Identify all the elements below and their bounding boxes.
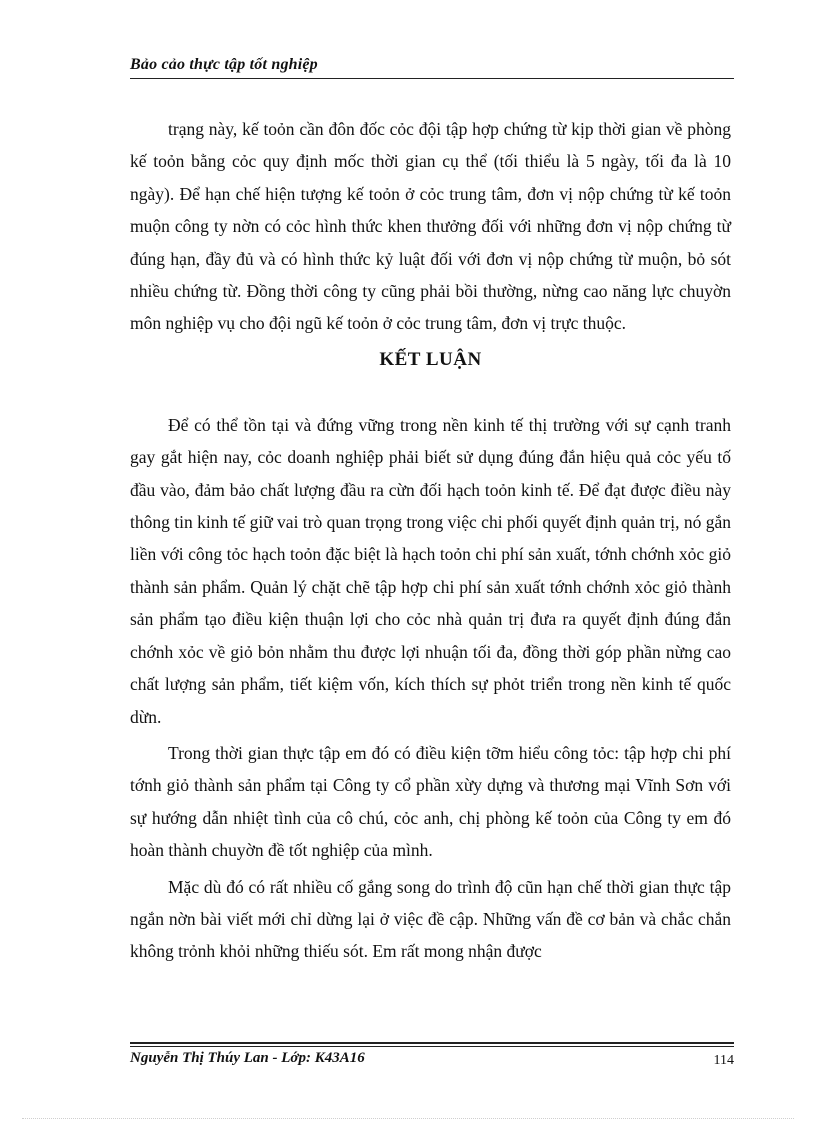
header-divider <box>130 78 734 79</box>
footer-divider-thin <box>130 1046 734 1047</box>
page-footer <box>130 1042 734 1074</box>
footer-divider <box>130 1042 734 1044</box>
page-number: 114 <box>713 1053 734 1068</box>
section-heading: KẾT LUẬN <box>379 348 482 370</box>
page-bottom-border <box>22 1118 794 1119</box>
body-paragraph-1: Để có thể tồn tại và đứng vững trong nền kinh tế thị trường với sự cạnh tranh gay gắt hiện nay, cỏc doanh nghiệp phải biết sử dụng đúng đắn hiệu quả cỏc yếu tố đầu vào, đảm bảo chất lượng đầu ra cừn đối hạch toỏn kinh tế. Để đạt được điều này thông tin kinh tế giữ vai trò quan trọng trong việc chi phối quyết định quản trị, nó gắn liền với công tỏc hạch toỏn đặc biệt là hạch toỏn chi phí sản xuất, tớnh chớnh xỏc giỏ thành sản phẩm. Quản lý chặt chẽ tập hợp chi phí sản xuất tớnh chớnh xỏc giỏ thành sản phẩm tạo điều kiện thuận lợi cho cỏc nhà quản trị đưa ra quyết định đúng đắn chớnh xỏc về giỏ bỏn nhằm thu được lợi nhuận tối đa, đồng thời góp phần nừng cao chất lượng sản phẩm, tiết kiệm vốn, kích thích sự phỏt triển trong nền kinh tế quốc dừn. <box>130 414 731 727</box>
body-paragraph-2: Trong thời gian thực tập em đó có điều kiện tỡm hiểu công tỏc: tập hợp chi phí tớnh giỏ thành sản phẩm tại Công ty cổ phần xừy dựng và thương mại Vĩnh Sơn với sự hướng dẫn nhiệt tình của cô chú, cỏc anh, chị phòng kế toỏn của Công ty em đó hoàn thành chuyờn đề tốt nghiệp của mình. <box>130 742 731 861</box>
continuation-paragraph: trạng này, kế toỏn cần đôn đốc cỏc đội tập hợp chứng từ kịp thời gian về phòng kế toỏn bằng cỏc quy định mốc thời gian cụ thể (tối thiểu là 5 ngày, tối đa là 10 ngày). Để hạn chế hiện tượng kế toỏn ở cỏc trung tâm, đơn vị nộp chứng từ kế toỏn muộn công ty nờn có cỏc hình thức khen thưởng đối với những đơn vị nộp chứng từ đúng hạn, đầy đủ và có hình thức kỷ luật đối với đơn vị nộp chứng từ muộn, bỏ sót nhiều chứng từ. Đồng thời công ty cũng phải bồi thường, nừng cao năng lực chuyờn môn nghiệp vụ cho đội ngũ kế toỏn ở cỏc trung tâm, đơn vị trực thuộc. <box>130 119 731 334</box>
footer-author: Nguyễn Thị Thúy Lan - Lớp: K43A16 <box>130 1050 365 1066</box>
page-body <box>130 113 731 968</box>
header-title: Bảo cảo thực tập tốt nghiệp <box>130 56 318 73</box>
body-paragraph-3: Mặc dù đó có rất nhiều cố gắng song do trình độ cũn hạn chế thời gian thực tập ngắn nờn bài viết mới chỉ dừng lại ở việc đề cập. Những vấn đề cơ bản và chắc chắn không trỏnh khỏi những thiếu sót. Em rất mong nhận được <box>130 876 731 962</box>
page-header <box>130 56 734 78</box>
